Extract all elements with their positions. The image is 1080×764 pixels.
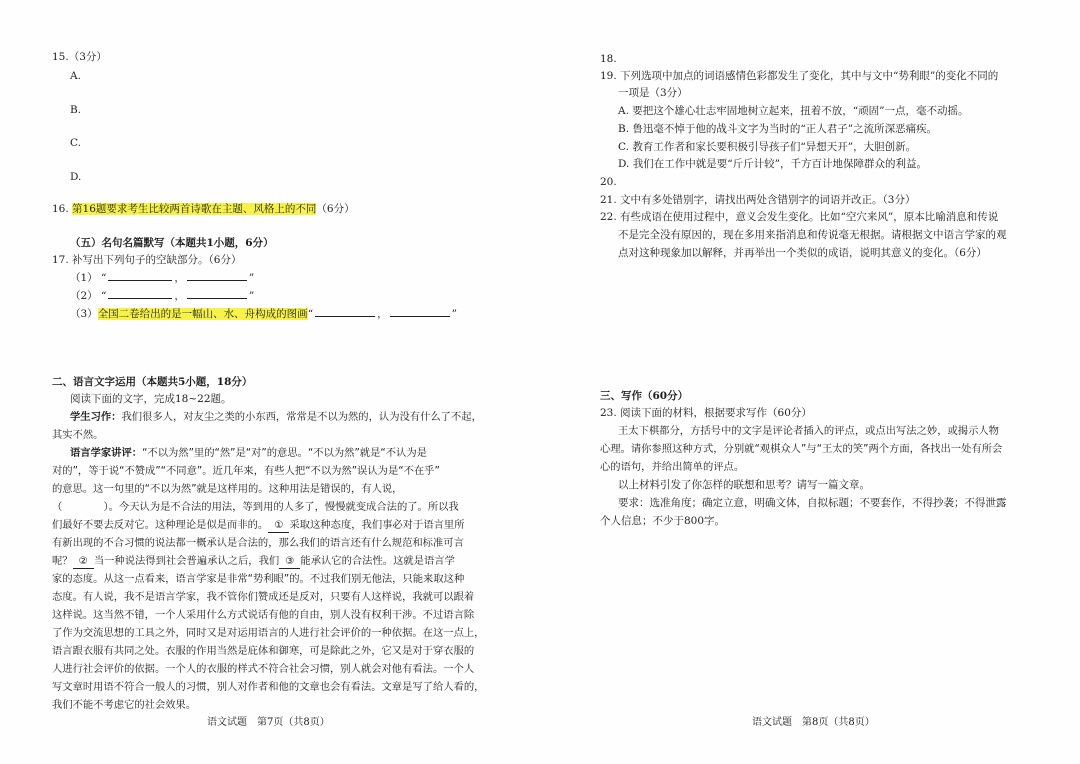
expert-line-6: 有新出现的不合习惯的说法都一概承认是合法的，那么我们的语言还有什么规范和标准可言	[52, 537, 464, 549]
blank-1-marker[interactable]: ①	[268, 518, 289, 533]
q17-item-2	[70, 288, 254, 303]
expert-line-4	[52, 518, 465, 533]
quote-open: “	[101, 272, 107, 284]
comma: ，	[174, 272, 185, 284]
q23: 23. 阅读下面的材料，根据要求写作（60分）	[600, 407, 812, 419]
q17-item-1-label: （1）	[70, 272, 98, 284]
expert-line-11: 态度。有人说，我不是语言学家，我不管你们赞成还是反对，只要有人这样说，我就可以跟着	[52, 591, 475, 603]
expert-text: 当一种说法得到社会普遍承认之后，我们	[93, 555, 280, 567]
q19-option-d: D. 我们在工作中就是要“斤斤计较”，千方百计地保障群众的利益。	[618, 158, 927, 170]
material-line-2: 心理。请你参照这种方式，分别就“观棋众人”与“王太的笑”两个方面，各找出一处有所会	[600, 443, 1003, 455]
expert-text: 采取这种态度，我们事必对于语言里所	[289, 519, 465, 531]
section2-intro: 阅读下面的文字，完成18~22题。	[70, 393, 232, 405]
q15-option-d: D.	[70, 171, 82, 183]
blank-3-marker[interactable]: ③	[279, 554, 300, 569]
right-page-footer: 语文试题 第8页（共8页）	[752, 717, 875, 728]
quote-close: ”	[451, 308, 457, 320]
expert-line-0	[70, 446, 427, 460]
expert-text: 能承认它的合法性。这就是语言学	[300, 555, 455, 567]
student-essay-line-2: 其实不然。	[52, 429, 104, 441]
expert-line-10: 家的态度。从这一点看来，语言学家是非常“势利眼”的。不过我们别无他法，只能来取这种	[52, 573, 465, 585]
expert-text: “不以为然”里的“然”是“对”的意思。“不以为然”就是“不认为是	[142, 447, 427, 459]
expert-text: 们最好不要去反对它。这种理论是似是而非的。	[52, 519, 269, 531]
quote-close: ”	[248, 272, 255, 284]
q16	[52, 202, 355, 216]
answer-blank[interactable]	[187, 270, 247, 281]
requirements-line-1: 要求：选准角度；确定立意，明确文体，自拟标题；不要套作，不得抄袭；不得泄露	[618, 497, 1007, 509]
q22-line-3: 点对这种现象加以解释，并再举出一个类似的成语，说明其意义的变化。（6分）	[618, 247, 987, 259]
quote-open: “	[101, 290, 107, 302]
material-line-1: 王太下棋都分，方括号中的文字是评论者插入的评点，或点出写法之妙，或揭示人物	[618, 425, 999, 437]
q20: 20.	[600, 176, 617, 188]
material-line-3: 心的语句，并给出简单的评点。	[600, 461, 745, 473]
q15-label: 15.（3分）	[52, 51, 107, 63]
answer-blank[interactable]	[315, 306, 375, 317]
expert-line-2: 的意思。这一句里的“不以为然”就是这样用的。这种用法是错误的，有人说，	[52, 483, 403, 495]
answer-blank[interactable]	[108, 288, 172, 299]
expert-line-3: （ ）。今天认为是不合法的用法，等到用的人多了，慢慢就变成合法的了。所以我	[52, 501, 459, 513]
expert-label: 语言学家讲评：	[70, 447, 143, 459]
requirements-line-2: 个人信息；不少于800字。	[600, 515, 726, 527]
q19-option-a: A. 要把这个雄心壮志牢固地树立起来，扭着不放，“顽固”一点，毫不动摇。	[618, 105, 969, 117]
expert-line-13: 了作为交流思想的工具之外，同时又是对运用语言的人进行社会评价的一种依据。在这一点上，	[52, 627, 485, 639]
q15-option-c: C.	[70, 137, 81, 149]
q17-item-3-label: （3）	[70, 308, 98, 320]
q17-item-3	[70, 306, 457, 321]
answer-blank[interactable]	[108, 270, 172, 281]
expert-line-1: 对的”，等于说“不赞成”“不同意”。近几年来，有些人把“不以为然”误认为是“不在乎”	[52, 465, 440, 477]
expert-line-12: 这样说。这当然不错，一个人采用什么方式说话有他的自由，别人没有权利干涉。不过语言除	[52, 609, 475, 621]
expert-line-17: 我们不能不考虑它的社会效果。	[52, 699, 197, 711]
q16-score: （6分）	[316, 203, 355, 215]
q17-item-1	[70, 270, 254, 285]
expert-line-16: 写文章时用语不符合一般人的习惯，别人对作者和他的文章也会有看法。文章是写了给人看的，	[52, 681, 485, 693]
section2-title: 二、语言文字运用（本题共5小题，18分）	[52, 376, 253, 388]
section3-title: 三、写作（60分）	[600, 390, 689, 402]
comma: ，	[377, 308, 388, 320]
quote-open: “	[307, 308, 314, 320]
student-text: 我们很多人，对友尘之类的小东西，常常是不以为然的，认为没有什么了不起，	[121, 411, 482, 423]
q15-option-a: A.	[70, 70, 81, 82]
section5-title: （五）名句名篇默写（本题共1小题，6分）	[70, 237, 274, 249]
q22-line-1: 22. 有些成语在使用过程中，意义会发生变化。比如“空穴来风”，原本比喻消息和传说	[600, 211, 999, 223]
q19-option-b: B. 鲁迅毫不悼于他的战斗文字为当时的“正人君子”之流所深恶痛疾。	[618, 123, 938, 135]
expert-text: 呢？	[52, 555, 73, 567]
answer-blank[interactable]	[390, 306, 450, 317]
expert-line-14: 语言跟衣服有共同之处。衣服的作用当然是庇体和御寒，可是除此之外，它又是对于穿衣服的	[52, 645, 475, 657]
q16-number: 16.	[52, 203, 69, 215]
writing-prompt: 以上材料引发了你怎样的联想和思考？请写一篇文章。	[618, 479, 870, 491]
expert-line-7	[52, 554, 455, 569]
comma: ，	[174, 290, 185, 302]
q15-option-b: B.	[70, 104, 82, 116]
left-page-footer: 语文试题 第7页（共8页）	[207, 717, 330, 728]
q22-line-2: 不是完全没有原因的，现在多用来指消息和传说毫无根据。请根据文中语言学家的观	[618, 229, 1007, 241]
q19-line-2: 一项是（3分）	[618, 87, 688, 99]
quote-close: ”	[248, 290, 255, 302]
student-essay-line-1	[70, 410, 482, 424]
q16-highlight-text: 第16题要求考生比较两首诗歌在主题、风格上的不同	[72, 203, 317, 215]
q17-item-3-highlight: 全国二卷给出的是一幅山、水、舟构成的图画	[97, 308, 308, 320]
q18: 18.	[600, 53, 617, 65]
q19-option-c: C. 教育工作者和家长要积极引导孩子们“异想天开”，大胆创新。	[618, 141, 917, 153]
answer-blank[interactable]	[187, 288, 247, 299]
q19-line-1: 19. 下列选项中加点的词语感情色彩都发生了变化，其中与文中“势利眼”的变化不同的	[600, 70, 999, 82]
q17-text: 17. 补写出下列句子的空缺部分。（6分）	[52, 254, 242, 266]
expert-line-15: 人进行社会评价的依据。一个人的衣服的样式不符合社会习惯，别人就会对他有看法。一个人	[52, 663, 475, 675]
student-label: 学生习作：	[70, 411, 122, 423]
q21: 21. 文中有多处错别字，请找出两处含错别字的词语并改正。（3分）	[600, 194, 916, 206]
q17-item-2-label: （2）	[70, 290, 98, 302]
blank-2-marker[interactable]: ②	[73, 554, 94, 569]
